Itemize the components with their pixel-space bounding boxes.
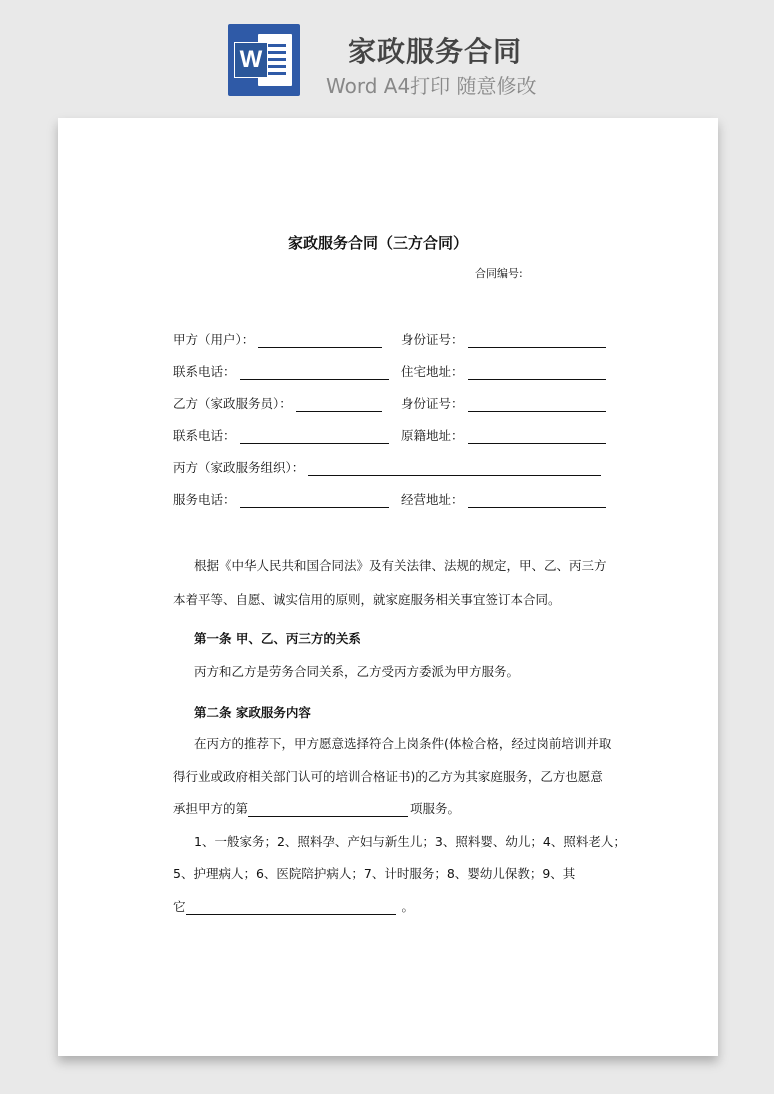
phone-b-blank[interactable]: [240, 430, 389, 444]
home-address-blank[interactable]: [468, 366, 606, 380]
service-items-line-3-start: 它: [173, 899, 186, 914]
article-2-line-2: 得行业或政府相关部门认可的培训合格证书)的乙方为其家庭服务，乙方也愿意: [173, 769, 603, 784]
service-phone-blank[interactable]: [240, 494, 389, 508]
id-no-a-field: [401, 330, 606, 348]
business-address-blank[interactable]: [468, 494, 606, 508]
service-number-blank[interactable]: [248, 803, 408, 817]
party-b-blank[interactable]: [296, 398, 382, 412]
phone-a-field: [173, 362, 389, 380]
article-2-line-1: 在丙方的推荐下，甲方愿意选择符合上岗条件(体检合格，经过岗前培训并取: [194, 736, 612, 751]
document-title: 家政服务合同（三方合同）: [288, 234, 469, 252]
article-1-title: 第一条 甲、乙、丙三方的关系: [194, 631, 361, 646]
word-logo-icon: [228, 24, 300, 96]
service-items-line-2: 5、护理病人；6、医院陪护病人；7、计时服务；8、婴幼儿保教；9、其: [173, 866, 576, 881]
intro-line-1: 根据《中华人民共和国合同法》及有关法律、法规的规定，甲、乙、丙三方: [194, 558, 607, 573]
id-no-b-blank[interactable]: [468, 398, 606, 412]
id-no-a-blank[interactable]: [468, 334, 606, 348]
contract-number-label: 合同编号:: [475, 267, 523, 280]
article-2-line-3-end: 项服务。: [410, 801, 461, 816]
intro-line-2: 本着平等、自愿、诚实信用的原则，就家庭服务相关事宜签订本合同。: [173, 592, 561, 607]
party-c-blank[interactable]: [308, 462, 601, 476]
party-b-field: [173, 394, 382, 412]
business-address-field: [401, 490, 606, 508]
party-b-label: 乙方（家政服务员）：: [173, 396, 292, 411]
id-no-b-label: 身份证号：: [401, 396, 464, 411]
party-a-blank[interactable]: [258, 334, 382, 348]
home-address-label: 住宅地址：: [401, 364, 464, 379]
business-address-label: 经营地址：: [401, 492, 464, 507]
service-items-line-3-end: 。: [401, 899, 415, 914]
phone-a-label: 联系电话：: [173, 364, 236, 379]
native-address-label: 原籍地址：: [401, 428, 464, 443]
native-address-blank[interactable]: [468, 430, 606, 444]
phone-a-blank[interactable]: [240, 366, 389, 380]
id-no-a-label: 身份证号：: [401, 332, 464, 347]
other-service-blank[interactable]: [186, 901, 396, 915]
header-subtitle: Word A4打印 随意修改: [326, 74, 537, 98]
phone-b-label: 联系电话：: [173, 428, 236, 443]
service-phone-label: 服务电话：: [173, 492, 236, 507]
service-items-line-3: [173, 897, 414, 915]
article-2-line-3-start: 承担甲方的第: [173, 801, 249, 816]
service-items-line-1: 1、一般家务；2、照料孕、产妇与新生儿；3、照料婴、幼儿；4、照料老人；: [194, 834, 626, 849]
header-title: 家政服务合同: [348, 35, 523, 68]
article-1-body: 丙方和乙方是劳务合同关系，乙方受丙方委派为甲方服务。: [194, 664, 520, 679]
party-a-field: [173, 330, 382, 348]
party-a-label: 甲方（用户）：: [173, 332, 255, 347]
native-address-field: [401, 426, 606, 444]
word-letter-badge: W: [234, 42, 268, 78]
article-2-title: 第二条 家政服务内容: [194, 705, 311, 720]
id-no-b-field: [401, 394, 606, 412]
article-2-line-3: [173, 799, 460, 817]
party-c-field: [173, 458, 601, 476]
party-c-label: 丙方（家政服务组织）：: [173, 460, 305, 475]
document-page: [58, 118, 718, 1056]
phone-b-field: [173, 426, 389, 444]
service-phone-field: [173, 490, 389, 508]
home-address-field: [401, 362, 606, 380]
